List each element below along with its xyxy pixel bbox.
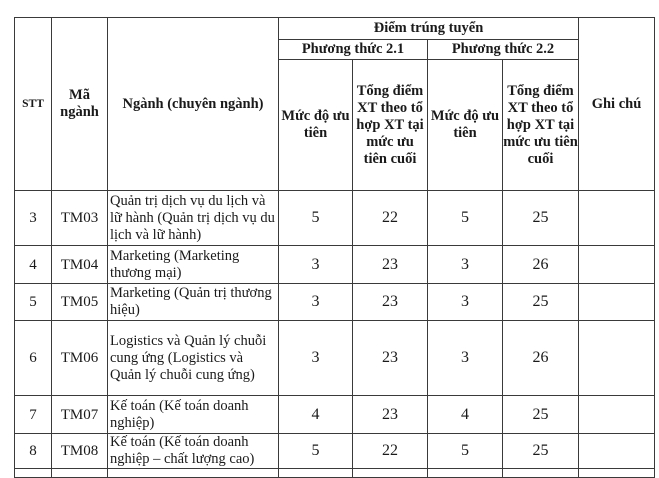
cell-ghi-chu bbox=[579, 246, 655, 284]
cell-ma-nganh: TM04 bbox=[52, 246, 108, 284]
cell-muc-2-2: 4 bbox=[428, 396, 503, 434]
cell-ghi-chu bbox=[579, 434, 655, 469]
cell-ghi-chu bbox=[579, 191, 655, 246]
header-nganh: Ngành (chuyên ngành) bbox=[108, 18, 279, 191]
cell-stt: 7 bbox=[15, 396, 52, 434]
cell-ma-nganh: TM05 bbox=[52, 284, 108, 321]
table-row bbox=[15, 396, 655, 434]
cell-stt: 4 bbox=[15, 246, 52, 284]
cell-tong-2-1: 23 bbox=[353, 321, 428, 396]
cell-muc-2-2: 5 bbox=[428, 434, 503, 469]
table-row bbox=[15, 321, 655, 396]
cell-stt: 3 bbox=[15, 191, 52, 246]
cell-muc-2-1: 5 bbox=[279, 434, 353, 469]
cell-tong-2-1: 23 bbox=[353, 284, 428, 321]
cell-muc-2-2: 3 bbox=[428, 284, 503, 321]
cell-ghi-chu bbox=[579, 321, 655, 396]
table-row bbox=[15, 191, 655, 246]
cell-ma-nganh: TM03 bbox=[52, 191, 108, 246]
header-ma-nganh: Mã ngành bbox=[52, 18, 108, 191]
header-stt: STT bbox=[15, 18, 52, 191]
header-tong-diem-2-2: Tổng điểm XT theo tổ hợp XT tại mức ưu tiên cuối bbox=[503, 60, 579, 191]
cell-tong-2-1: 22 bbox=[353, 191, 428, 246]
table-row bbox=[15, 246, 655, 284]
header-phuong-thuc-2-2: Phương thức 2.2 bbox=[428, 40, 579, 60]
cell-nganh: Marketing (Quản trị thương hiệu) bbox=[108, 284, 279, 321]
cell-stt: 8 bbox=[15, 434, 52, 469]
header-muc-do-uu-tien-2-2: Mức độ ưu tiên bbox=[428, 60, 503, 191]
header-phuong-thuc-2-1: Phương thức 2.1 bbox=[279, 40, 428, 60]
header-tong-diem-2-1: Tổng điểm XT theo tổ hợp XT tại mức ưu tiên cuối bbox=[353, 60, 428, 191]
header-ghi-chu: Ghi chú bbox=[579, 18, 655, 191]
cell-muc-2-2: 5 bbox=[428, 191, 503, 246]
table-row bbox=[15, 434, 655, 469]
cell-muc-2-1: 3 bbox=[279, 284, 353, 321]
cell-tong-2-1: 22 bbox=[353, 434, 428, 469]
cell-muc-2-1: 5 bbox=[279, 191, 353, 246]
cell-stt: 6 bbox=[15, 321, 52, 396]
cell-muc-2-1: 4 bbox=[279, 396, 353, 434]
cell-tong-2-2: 25 bbox=[503, 284, 579, 321]
cell-tong-2-1: 23 bbox=[353, 246, 428, 284]
cell-stt: 5 bbox=[15, 284, 52, 321]
table-row bbox=[15, 284, 655, 321]
cell-ma-nganh: TM08 bbox=[52, 434, 108, 469]
cell-ghi-chu bbox=[579, 396, 655, 434]
cell-ghi-chu bbox=[579, 284, 655, 321]
cell-nganh: Kế toán (Kế toán doanh nghiệp – chất lượng cao) bbox=[108, 434, 279, 469]
cell-muc-2-1: 3 bbox=[279, 321, 353, 396]
header-diem-trung-tuyen: Điểm trúng tuyển bbox=[279, 18, 579, 40]
cell-muc-2-2: 3 bbox=[428, 246, 503, 284]
cell-ma-nganh: TM06 bbox=[52, 321, 108, 396]
header-muc-do-uu-tien-2-1: Mức độ ưu tiên bbox=[279, 60, 353, 191]
cell-nganh: Kế toán (Kế toán doanh nghiệp) bbox=[108, 396, 279, 434]
cell-muc-2-1: 3 bbox=[279, 246, 353, 284]
cell-tong-2-2: 25 bbox=[503, 396, 579, 434]
cell-tong-2-2: 26 bbox=[503, 321, 579, 396]
table-row-cut-off bbox=[15, 469, 655, 478]
cell-nganh: Logistics và Quản lý chuỗi cung ứng (Logistics và Quản lý chuỗi cung ứng) bbox=[108, 321, 279, 396]
cell-tong-2-2: 25 bbox=[503, 434, 579, 469]
cell-tong-2-1: 23 bbox=[353, 396, 428, 434]
cell-nganh: Quản trị dịch vụ du lịch và lữ hành (Quản trị dịch vụ du lịch và lữ hành) bbox=[108, 191, 279, 246]
cell-ma-nganh: TM07 bbox=[52, 396, 108, 434]
admission-scores-table bbox=[14, 17, 655, 478]
cell-nganh: Marketing (Marketing thương mại) bbox=[108, 246, 279, 284]
cell-tong-2-2: 26 bbox=[503, 246, 579, 284]
cell-tong-2-2: 25 bbox=[503, 191, 579, 246]
cell-muc-2-2: 3 bbox=[428, 321, 503, 396]
